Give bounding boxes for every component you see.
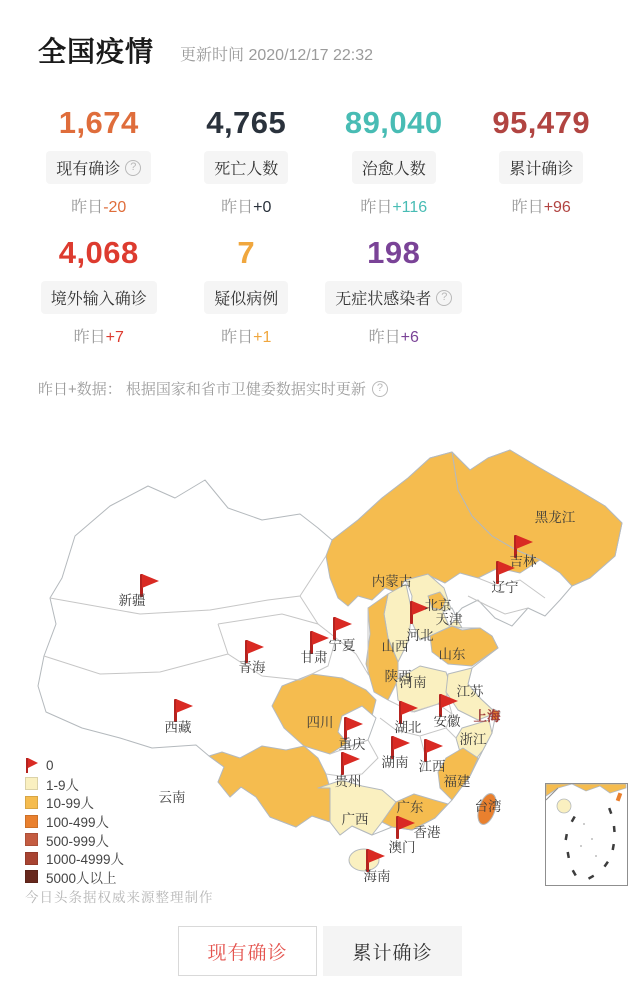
stat-label: 治愈人数	[361, 161, 426, 178]
province-label[interactable]: 上海	[473, 709, 501, 724]
legend-label: 10-99人	[46, 796, 95, 812]
view-toggle	[0, 926, 640, 976]
stat-value: 95,479	[492, 105, 591, 140]
map-legend	[25, 756, 124, 886]
legend-row	[25, 775, 124, 794]
province-label[interactable]: 北京	[424, 598, 452, 613]
stat-value: 198	[367, 235, 421, 270]
stat-value: 89,040	[344, 105, 443, 140]
stat-label-pill[interactable]	[204, 281, 288, 314]
legend-label: 5000人以上	[46, 870, 117, 886]
data-source-note: 昨日+数据： 根据国家和省市卫健委数据实时更新 ?	[38, 378, 388, 399]
stat-label-pill[interactable]	[499, 151, 583, 184]
stat-delta: 昨日+0	[221, 199, 272, 216]
province-label[interactable]: 青海	[238, 660, 266, 675]
stat-label: 境外输入确诊	[50, 291, 147, 308]
province-label[interactable]: 辽宁	[491, 580, 519, 595]
map-credit: 今日头条据权威来源整理制作	[25, 890, 214, 905]
stats-row-1	[25, 104, 615, 217]
page-title: 全国疫情	[38, 36, 155, 67]
inset-hainan	[557, 799, 571, 813]
legend-label: 100-499人	[46, 815, 110, 831]
stat-card	[320, 234, 468, 347]
province-label[interactable]: 贵州	[334, 774, 362, 789]
legend-swatch	[25, 796, 38, 809]
province-label[interactable]: 台湾	[474, 799, 502, 814]
legend-label: 500-999人	[46, 833, 110, 849]
legend-label: 1-9人	[46, 777, 80, 793]
stat-card	[468, 104, 616, 217]
help-icon[interactable]	[436, 290, 452, 306]
help-icon[interactable]	[372, 381, 388, 397]
province-label[interactable]: 河南	[399, 675, 427, 690]
province-label[interactable]: 新疆	[118, 593, 146, 608]
legend-swatch	[25, 870, 38, 883]
province-yunnan[interactable]	[209, 746, 330, 827]
province-label[interactable]: 陕西	[384, 669, 412, 684]
inset-islands	[580, 823, 597, 857]
province-label[interactable]: 山东	[438, 647, 466, 662]
zero-case-flag-icon	[25, 758, 38, 773]
province-label[interactable]: 河北	[406, 628, 434, 643]
stat-card	[25, 234, 173, 347]
stat-delta: 昨日+6	[368, 329, 419, 346]
legend-row	[25, 849, 124, 868]
legend-swatch	[25, 852, 38, 865]
inset-coast	[546, 784, 626, 796]
stat-value: 1,674	[58, 105, 139, 140]
province-label[interactable]: 黑龙江	[534, 510, 576, 525]
legend-swatch	[25, 815, 38, 828]
stat-delta: 昨日+96	[511, 199, 571, 216]
province-label[interactable]: 内蒙古	[371, 574, 413, 589]
stat-label: 死亡人数	[214, 161, 279, 178]
stat-label: 疑似病例	[214, 291, 279, 308]
province-label[interactable]: 山西	[381, 639, 409, 654]
stat-label: 现有确诊	[56, 161, 121, 178]
province-label[interactable]: 吉林	[509, 554, 537, 569]
stat-label: 累计确诊	[509, 161, 574, 178]
south-china-sea-inset	[545, 783, 628, 886]
province-label[interactable]: 海南	[363, 869, 391, 884]
stat-value: 4,068	[58, 235, 139, 270]
stats-row-2	[25, 234, 615, 347]
legend-row	[25, 830, 124, 849]
stat-delta: 昨日+7	[73, 329, 124, 346]
legend-row	[25, 793, 124, 812]
province-label[interactable]: 江西	[418, 759, 446, 774]
inset-taiwan	[616, 793, 622, 802]
province-label[interactable]: 天津	[435, 612, 463, 627]
stat-delta: 昨日+1	[221, 329, 272, 346]
china-map	[0, 428, 640, 920]
province-label[interactable]: 广东	[396, 800, 424, 815]
stat-card	[173, 104, 321, 217]
current-confirmed-tab[interactable]: 现有确诊	[178, 926, 317, 976]
province-label[interactable]: 西藏	[164, 720, 192, 735]
update-time: 更新时间 2020/12/17 22:32	[180, 47, 374, 64]
stat-delta: 昨日-20	[71, 199, 127, 216]
province-label[interactable]: 湖北	[394, 720, 422, 735]
province-label[interactable]: 广西	[341, 812, 369, 827]
province-label[interactable]: 安徽	[433, 714, 461, 729]
cumulative-confirmed-tab[interactable]: 累计确诊	[323, 926, 462, 976]
province-label[interactable]: 甘肃	[300, 650, 328, 665]
stat-label-pill[interactable]	[352, 151, 436, 184]
stat-delta: 昨日+116	[360, 199, 428, 216]
legend-row	[25, 756, 124, 775]
province-label[interactable]: 江苏	[456, 684, 484, 699]
stat-label-pill[interactable]	[41, 281, 157, 314]
stat-label-pill[interactable]	[204, 151, 288, 184]
province-label[interactable]: 湖南	[381, 755, 409, 770]
legend-label: 0	[46, 757, 54, 773]
stat-card	[320, 104, 468, 217]
province-label[interactable]: 浙江	[459, 732, 487, 747]
province-label[interactable]: 澳门	[388, 840, 416, 855]
legend-label: 1000-4999人	[46, 852, 125, 868]
stat-label-pill[interactable]	[46, 151, 151, 184]
nine-dash-line	[564, 808, 615, 880]
stat-card	[173, 234, 321, 347]
province-label[interactable]: 福建	[443, 774, 471, 789]
legend-swatch	[25, 833, 38, 846]
legend-row	[25, 868, 124, 887]
empty-cell	[468, 234, 616, 347]
province-label[interactable]: 香港	[413, 825, 441, 840]
province-label[interactable]: 四川	[306, 715, 334, 730]
legend-row	[25, 812, 124, 831]
stat-value: 4,765	[206, 105, 287, 140]
stat-label: 无症状感染者	[335, 291, 432, 308]
province-label[interactable]: 云南	[158, 790, 186, 805]
stat-label-pill[interactable]	[325, 281, 462, 314]
help-icon[interactable]	[125, 160, 141, 176]
province-label[interactable]: 重庆	[338, 737, 366, 752]
stat-value: 7	[237, 235, 256, 270]
stat-card	[25, 104, 173, 217]
province-label[interactable]: 宁夏	[328, 638, 356, 653]
legend-swatch	[25, 777, 38, 790]
